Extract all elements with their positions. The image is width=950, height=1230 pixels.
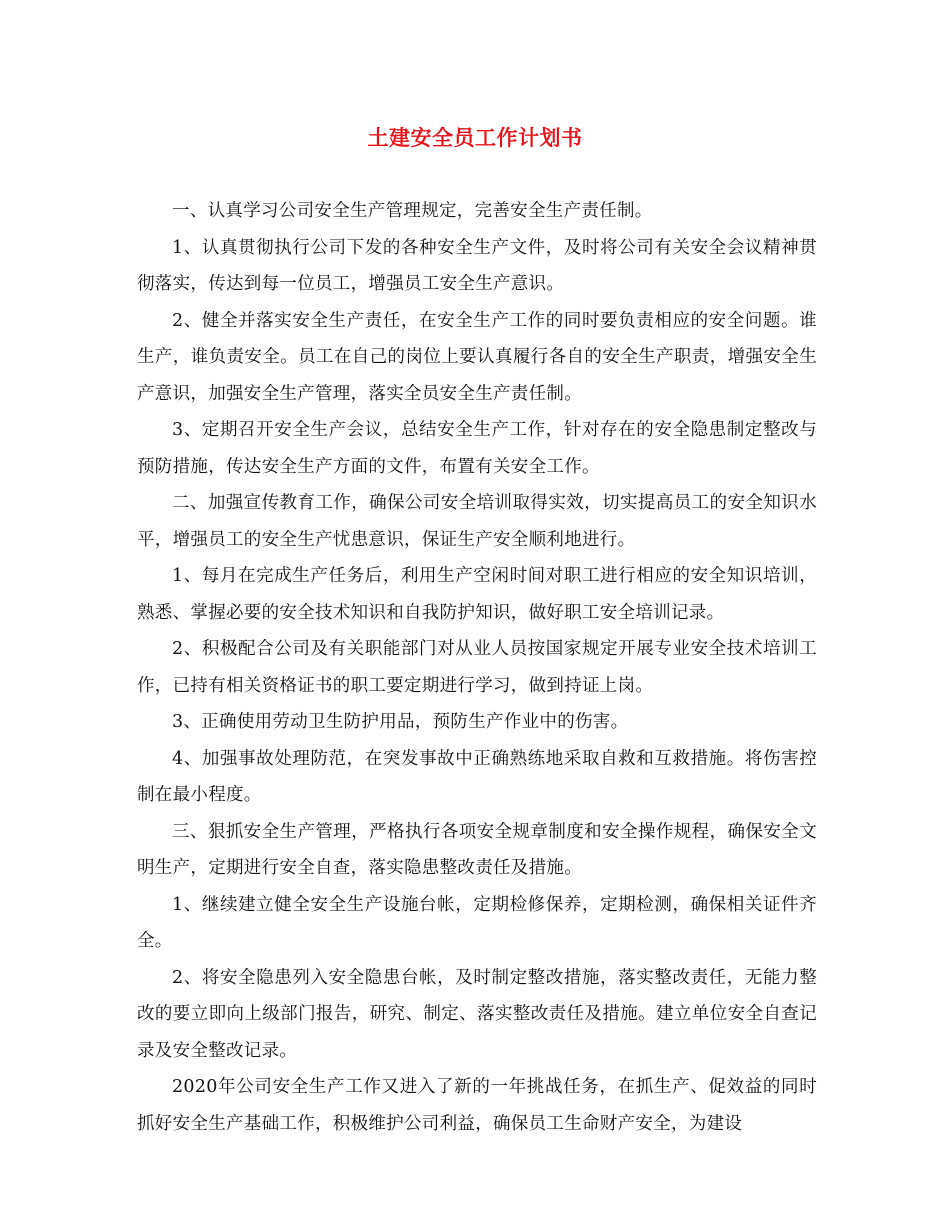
- paragraph: 4、加强事故处理防范，在突发事故中正确熟练地采取自救和互救措施。将伤害控制在最小程度。: [137, 748, 817, 805]
- paragraph: 2020年公司安全生产工作又进入了新的一年挑战任务，在抓生产、促效益的同时抓好安全生产基础工作，积极维护公司利益，确保员工生命财产安全，为建设: [137, 1077, 817, 1134]
- paragraph: 1、认真贯彻执行公司下发的各种安全生产文件，及时将公司有关安全会议精神贯彻落实，传达到每一位员工，增强员工安全生产意识。: [137, 237, 817, 294]
- document-title: 土建安全员工作计划书: [367, 125, 583, 150]
- paragraph: 1、每月在完成生产任务后，利用生产空闲时间对职工进行相应的安全知识培训，熟悉、掌握必要的安全技术知识和自我防护知识，做好职工安全培训记录。: [137, 566, 817, 623]
- paragraph: 2、积极配合公司及有关职能部门对从业人员按国家规定开展专业安全技术培训工作，已持有相关资格证书的职工要定期进行学习，做到持证上岗。: [137, 639, 817, 696]
- paragraph: 二、加强宣传教育工作，确保公司安全培训取得实效，切实提高员工的安全知识水平，增强员工的安全生产忧患意识，保证生产安全顺利地进行。: [137, 493, 817, 550]
- document-body: [137, 193, 817, 1142]
- paragraph: 1、继续建立健全安全生产设施台帐，定期检修保养，定期检测，确保相关证件齐全。: [137, 894, 817, 951]
- paragraph: 3、定期召开安全生产会议，总结安全生产工作，针对存在的安全隐患制定整改与预防措施，传达安全生产方面的文件，布置有关安全工作。: [137, 420, 817, 477]
- paragraph: 2、将安全隐患列入安全隐患台帐，及时制定整改措施，落实整改责任，无能力整改的要立即向上级部门报告，研究、制定、落实整改责任及措施。建立单位安全自查记录及安全整改记录。: [137, 967, 817, 1061]
- paragraph: 一、认真学习公司安全生产管理规定，完善安全生产责任制。: [172, 201, 653, 221]
- paragraph: 3、正确使用劳动卫生防护用品，预防生产作业中的伤害。: [172, 712, 629, 732]
- paragraph: 三、狠抓安全生产管理，严格执行各项安全规章制度和安全操作规程，确保安全文明生产，定期进行安全自查，落实隐患整改责任及措施。: [137, 821, 817, 878]
- paragraph: 2、健全并落实安全生产责任，在安全生产工作的同时要负责相应的安全问题。谁生产，谁负责安全。员工在自己的岗位上要认真履行各自的安全生产职责，增强安全生产意识，加强安全生产管理，落实全员安全生产责任制。: [137, 310, 817, 404]
